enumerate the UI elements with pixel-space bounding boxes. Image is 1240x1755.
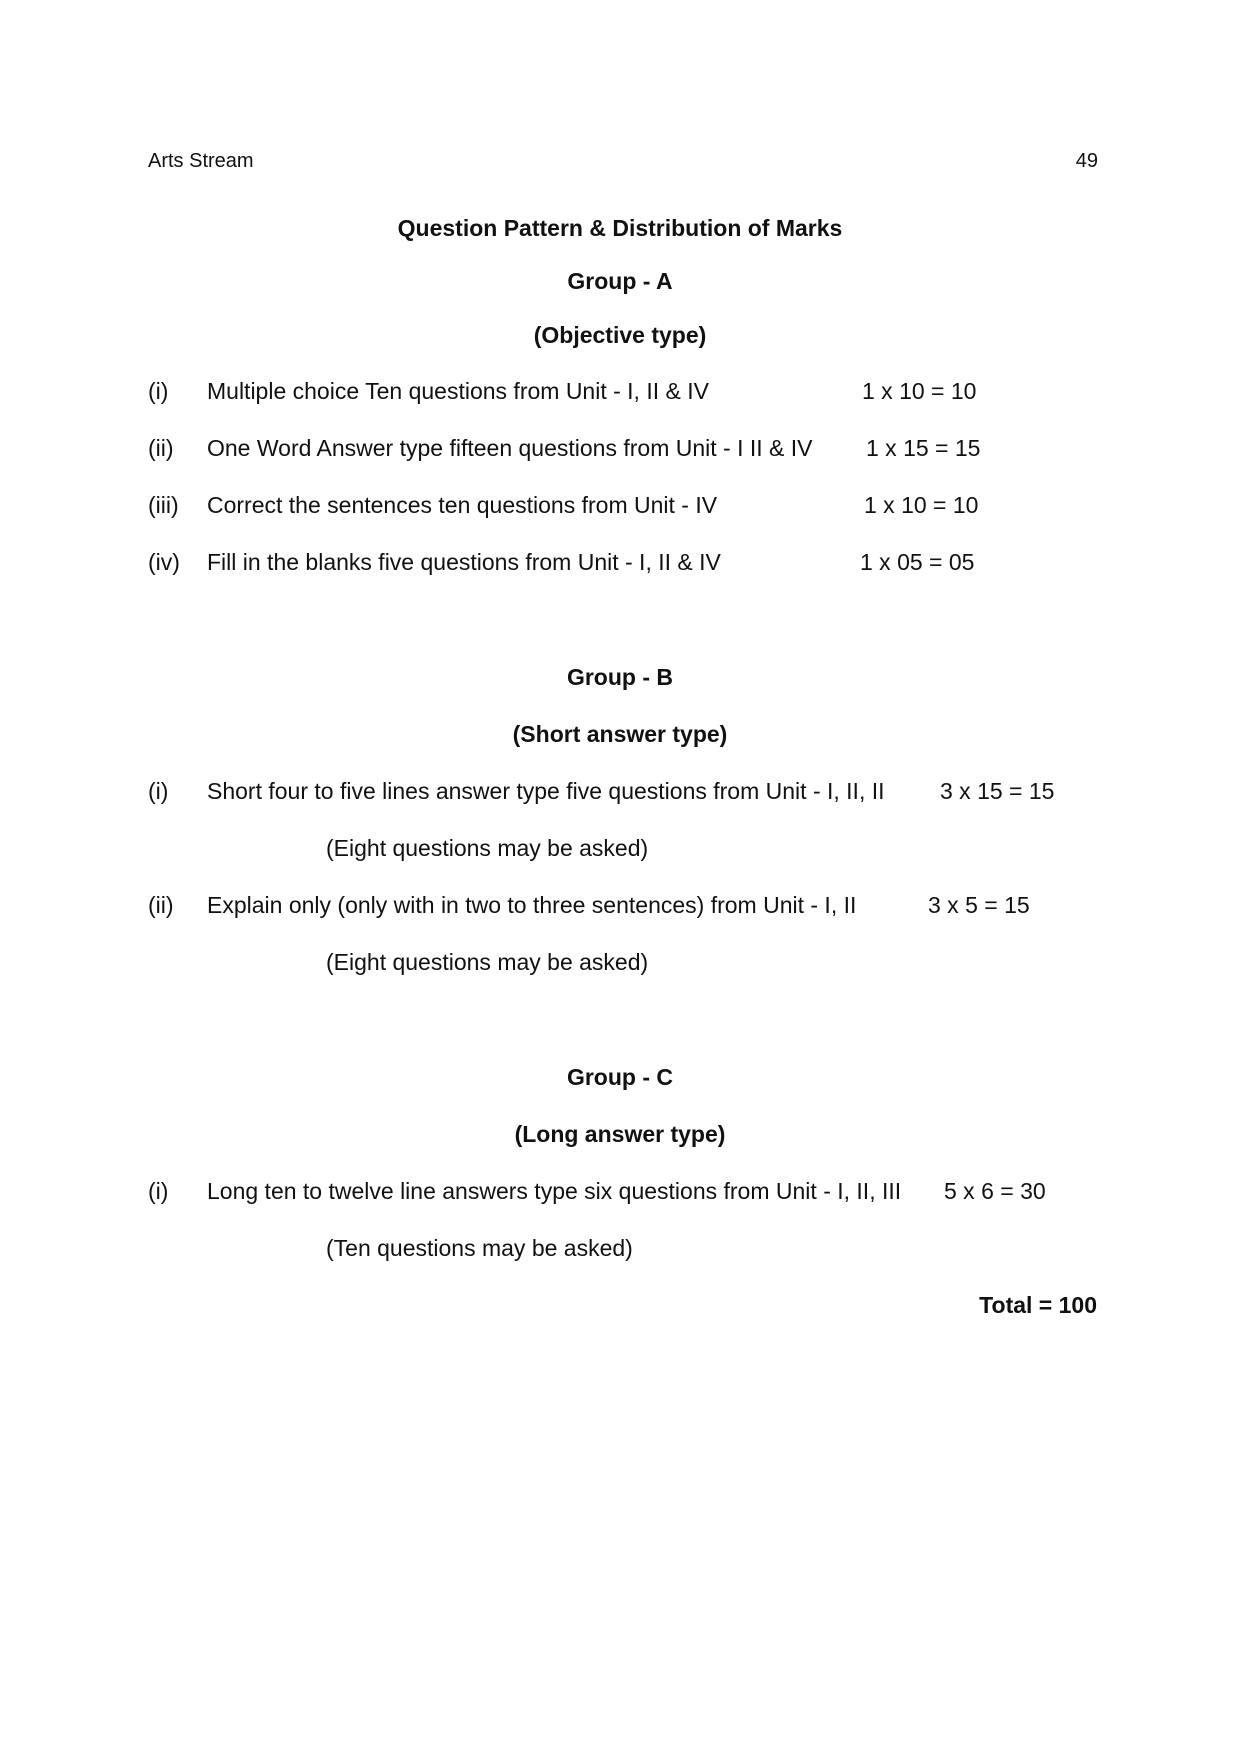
group-a-item-3-number: (iii)	[148, 492, 179, 518]
group-a-item-1-marks: 1 x 10 = 10	[862, 378, 977, 404]
group-a-item-1-text: Multiple choice Ten questions from Unit - I, II & IV	[207, 378, 709, 404]
group-b-item-2-note: (Eight questions may be asked)	[326, 949, 649, 975]
group-b-item-1-text: Short four to five lines answer type five questions from Unit - I, II, II	[207, 778, 885, 804]
group-b-title: Group - B	[566, 664, 674, 690]
group-c-title: Group - C	[566, 1064, 674, 1090]
group-a-subtitle: (Objective type)	[533, 322, 707, 348]
total-marks: Total = 100	[979, 1292, 1097, 1318]
group-b-item-1-note: (Eight questions may be asked)	[326, 835, 649, 861]
group-a-item-3-marks: 1 x 10 = 10	[864, 492, 979, 518]
group-a-item-2-text: One Word Answer type fifteen questions from Unit - I II & IV	[207, 435, 813, 461]
running-header-stream: Arts Stream	[148, 150, 254, 172]
group-a-item-3-text: Correct the sentences ten questions from Unit - IV	[207, 492, 718, 518]
group-a-item-2-marks: 1 x 15 = 15	[866, 435, 981, 461]
page-title: Question Pattern & Distribution of Marks	[397, 215, 843, 241]
group-a-title: Group - A	[567, 268, 673, 294]
group-c-item-1-marks: 5 x 6 = 30	[944, 1178, 1046, 1204]
group-c-item-1-text: Long ten to twelve line answers type six questions from Unit - I, II, III	[207, 1178, 902, 1204]
group-b-item-1-marks: 3 x 15 = 15	[940, 778, 1055, 804]
group-c-item-1-number: (i)	[148, 1178, 169, 1204]
group-a-item-2-number: (ii)	[148, 435, 174, 461]
group-a-item-1-number: (i)	[148, 378, 169, 404]
group-b-item-2-text: Explain only (only with in two to three sentences) from Unit - I, II	[207, 892, 857, 918]
page-number: 49	[1075, 150, 1098, 172]
group-a-item-4-marks: 1 x 05 = 05	[860, 549, 975, 575]
group-c-item-1-note: (Ten questions may be asked)	[326, 1235, 633, 1261]
group-c-subtitle: (Long answer type)	[514, 1121, 726, 1147]
group-b-item-2-number: (ii)	[148, 892, 174, 918]
group-b-item-1-number: (i)	[148, 778, 169, 804]
group-b-subtitle: (Short answer type)	[512, 721, 728, 747]
group-b-item-2-marks: 3 x 5 = 15	[928, 892, 1030, 918]
group-a-item-4-number: (iv)	[148, 549, 180, 575]
group-a-item-4-text: Fill in the blanks five questions from Unit - I, II & IV	[207, 549, 721, 575]
